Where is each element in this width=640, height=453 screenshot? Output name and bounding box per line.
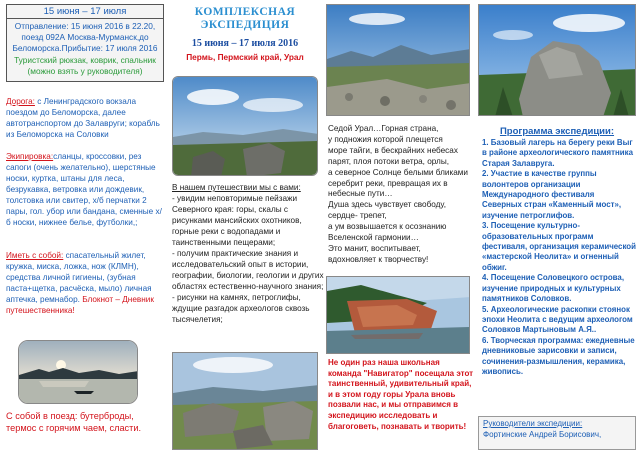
sunset-lake-photo bbox=[18, 340, 138, 404]
expedition-title bbox=[172, 6, 318, 32]
notebook-text: Блокнот – Дневник путешественника! bbox=[6, 295, 154, 315]
rock-plateau-photo bbox=[172, 352, 318, 450]
poem-line: серебрит реки, превращая их в bbox=[328, 178, 448, 188]
program-heading: Программа экспедиции: bbox=[499, 126, 615, 137]
mountain-valley-image bbox=[173, 77, 318, 176]
poem-line: а северное Солнце белыми бликами bbox=[328, 167, 468, 177]
have-paragraph bbox=[6, 250, 166, 316]
program-item: 5. Археологические раскопки стоянок эпохи Неолита с ведущим археологом Соловков Мартыновым А.Я.. bbox=[482, 304, 633, 335]
gear-label: Экипировка: bbox=[6, 152, 54, 161]
gear-paragraph bbox=[6, 151, 166, 228]
program-item: 4. Посещение Соловецкого острова, изучение природных и культурных памятников Соловков. bbox=[482, 273, 625, 304]
intro-line: - получим практические знания и исследовательский опыт в истории, географии, биологии, геологии и других областях естественно-научного знания; bbox=[172, 249, 324, 291]
equipment-note: Туристский рюкзак, коврик, спальник (можно взять у руководителя) bbox=[14, 55, 156, 76]
intro-line: - рисунки на камнях, петроглифы, ждущие разгадок археологов сквозь тысячелетия; bbox=[172, 293, 310, 324]
road-paragraph bbox=[6, 96, 166, 140]
poem-line: Вселенской гармонии… bbox=[328, 233, 419, 243]
river-cliff-photo bbox=[326, 276, 470, 354]
program-item: 6. Творческая программа: ежедневные дневниковые зарисовки и записи, сочинения-размышления, керамика, живопись. bbox=[482, 335, 635, 376]
poem-block bbox=[328, 124, 476, 266]
leader-label: Руководители экспедиции: bbox=[483, 419, 583, 428]
have-label: Иметь с собой: bbox=[6, 251, 64, 260]
road-label: Дорога: bbox=[6, 97, 35, 106]
mountain-panorama-image bbox=[327, 5, 470, 116]
rock-outcrop-image bbox=[479, 5, 636, 116]
mountain-panorama-photo bbox=[326, 4, 470, 116]
leaders-box bbox=[478, 416, 636, 450]
poem-line: небесные пути… bbox=[328, 189, 393, 199]
gear-text: сланцы, кроссовки, рез сапоги (очень желательно), шерстяные носки, куртка, штаны для леса, безрукавка, ветровка или дождевик, толстовка или свитер, х/б перчатки 2 пары, гол. убор или бандана, сменные х/б носки, нижнее белье, футболки,; bbox=[6, 152, 162, 227]
rock-plateau-image bbox=[173, 353, 318, 450]
sunset-lake-image bbox=[19, 341, 138, 404]
intro-heading: В нашем путешествии мы с вами: bbox=[172, 183, 301, 192]
leader-name: Фортинские Андрей Борисович, bbox=[483, 429, 602, 439]
poem-line: а ум возвышается к осознанию bbox=[328, 222, 447, 232]
program-item: 3. Посещение культурно-образовательных программ фестиваля, организация керамической «мастерской Неолита» и огненный обжиг. bbox=[482, 221, 636, 272]
poem-line: Душа здесь чувствует свободу, bbox=[328, 200, 446, 210]
mountain-valley-photo bbox=[172, 76, 318, 176]
title-line-2: ЭКСПЕДИЦИЯ bbox=[200, 19, 290, 31]
poem-line: Это манит, воспитывает, bbox=[328, 243, 421, 253]
program-list bbox=[482, 138, 636, 377]
road-text: с Ленинградского вокзала поездом до Беломорска, далее автотранспортом до Залавруги; корабль из Беломорска на Соловки bbox=[6, 97, 160, 139]
rock-outcrop-photo bbox=[478, 4, 636, 116]
poem-line: море тайги, в бескрайних небесах bbox=[328, 145, 458, 155]
poem-line: парят, плоя потоки ветра, орлы, bbox=[328, 156, 449, 166]
river-cliff-image bbox=[327, 277, 470, 354]
program-item: 2. Участие в качестве группы волонтеров организации Международного фестиваля Северных стран «Каменный мост», изучение петроглифов. bbox=[482, 169, 622, 220]
program-item: 1. Базовый лагерь на берегу реки Выг в районе археологического памятника Старая Залавруга. bbox=[482, 138, 633, 168]
poem-line: вдохновляет к творчеству! bbox=[328, 254, 429, 264]
poem-line: сердце- трепет, bbox=[328, 211, 387, 221]
expedition-dates: 15 июня – 17 июля 2016 bbox=[191, 38, 299, 49]
have-text: спасательный жилет, кружка, миска, ложка, нож (КЛМН), средства личной гигиены, (зубная паста+щетка, расчёска, мыло) личная аптечка, ремнабор. bbox=[6, 251, 152, 304]
title-line-1: КОМПЛЕКСНАЯ bbox=[194, 6, 296, 18]
poem-line: Седой Урал…Горная страна, bbox=[328, 124, 439, 133]
closing-statement: Не один раз наша школьная команда "Навигатор" посещала этот таинственный, удивительный край, и в этом году горы Урала вновь позвали нас, и мы отправимся в экспедицию исследовать и благоговеть, познавать и творить! bbox=[328, 358, 474, 431]
departure-info-box bbox=[6, 4, 164, 82]
intro-block bbox=[172, 182, 324, 325]
train-note: С собой в поезд: бутерброды, термос с горячим чаем, сласти. bbox=[6, 411, 142, 433]
dates-heading: 15 июня – 17 июля bbox=[7, 5, 163, 19]
departure-text: Отправление: 15 июня 2016 в 22.20, поезд 092А Москва-Мурманск,до Беломорска.Прибытие: 17 июля 2016 bbox=[12, 21, 158, 53]
poem-line: у подножия которой плещется bbox=[328, 134, 443, 144]
expedition-place: Пермь, Пермский край, Урал bbox=[186, 52, 304, 62]
intro-line: - увидим неповторимые пейзажи Северного края: горы, скалы с рисунками мансийских охотников, горные реки с водопадами и таинственными пещерами; bbox=[172, 194, 302, 247]
